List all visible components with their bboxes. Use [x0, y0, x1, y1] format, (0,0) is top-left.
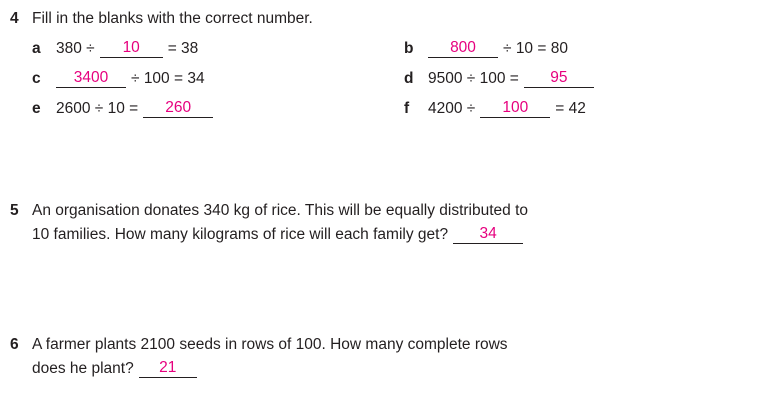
- sub-part-expression-before: 380 ÷: [56, 40, 95, 57]
- question-number: 4: [10, 10, 19, 27]
- sub-part-label: c: [32, 70, 41, 87]
- question-number: 5: [10, 202, 19, 219]
- sub-part-a: [32, 38, 404, 60]
- answer-blank-c[interactable]: 3400: [56, 69, 126, 88]
- sub-part-expression-after: ÷ 100 = 34: [131, 70, 205, 87]
- sub-part-c: [32, 68, 404, 90]
- question-text-line-2-row: [32, 356, 760, 382]
- sub-part-label: f: [404, 100, 410, 117]
- sub-part-label: d: [404, 70, 414, 87]
- question-number: 6: [10, 336, 19, 353]
- sub-part-expression-before: 2600 ÷ 10 =: [56, 100, 139, 117]
- question-body: [32, 334, 760, 382]
- answer-blank-f[interactable]: 100: [480, 99, 550, 118]
- question-body: [32, 200, 760, 248]
- question-prompt: Fill in the blanks with the correct number.: [32, 10, 313, 27]
- sub-part-expression-after: = 38: [167, 40, 199, 57]
- sub-part-e: [32, 98, 404, 120]
- answer-blank-e[interactable]: 260: [143, 99, 213, 118]
- question-text-line-1: A farmer plants 2100 seeds in rows of 100. How many complete rows: [32, 336, 508, 353]
- sub-part-label: b: [404, 40, 414, 57]
- question-text-line-2: 10 families. How many kilograms of rice will each family get?: [32, 226, 449, 243]
- answer-blank-b[interactable]: 800: [428, 39, 498, 58]
- question-4: [10, 8, 760, 120]
- sub-part-b: [404, 38, 768, 60]
- sub-part-expression-after: = 42: [555, 100, 586, 117]
- sub-part-f: [404, 98, 768, 120]
- question-text-line-1: An organisation donates 340 kg of rice. This will be equally distributed to: [32, 202, 529, 219]
- answer-blank-a[interactable]: 10: [100, 39, 163, 58]
- question-body: [32, 8, 768, 120]
- sub-part-expression-after: ÷ 10 = 80: [503, 40, 568, 57]
- sub-part-d: [404, 68, 768, 90]
- question-5: [10, 200, 760, 248]
- sub-part-label: a: [32, 40, 41, 57]
- sub-part-expression-before: 9500 ÷ 100 =: [428, 70, 519, 87]
- question-6: [10, 334, 760, 382]
- sub-part-expression-before: 4200 ÷: [428, 100, 476, 117]
- answer-blank-q6[interactable]: 21: [139, 359, 197, 378]
- sub-parts-grid: [32, 38, 768, 120]
- sub-part-label: e: [32, 100, 41, 117]
- answer-blank-q5[interactable]: 34: [453, 225, 523, 244]
- question-text-line-2-row: [32, 222, 760, 248]
- answer-blank-d[interactable]: 95: [524, 69, 594, 88]
- question-text-line-2: does he plant?: [32, 360, 134, 377]
